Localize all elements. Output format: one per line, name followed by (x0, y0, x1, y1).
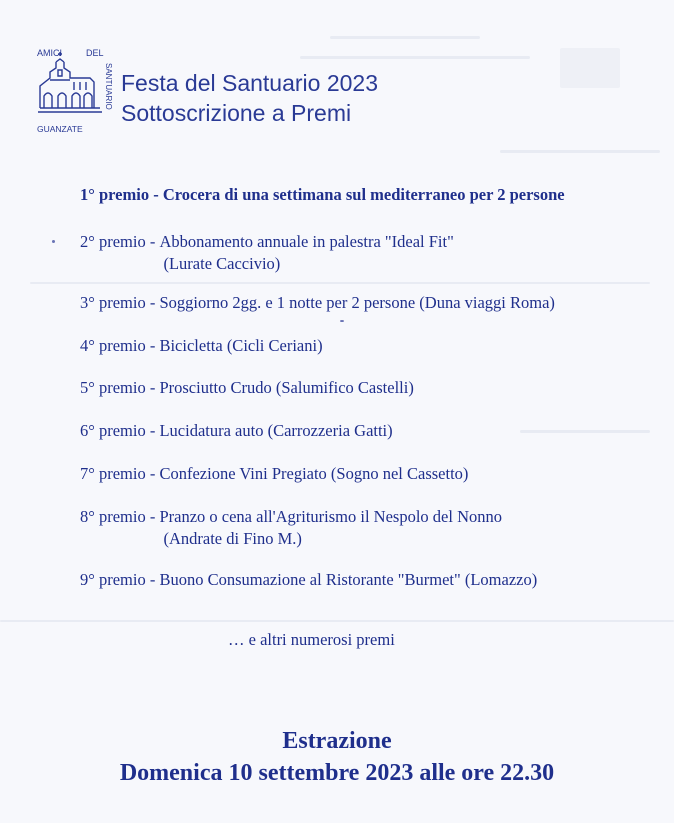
prize-description: Confezione Vini Pregiato (Sogno nel Cassetto) (159, 464, 469, 483)
bleed-through-mark (520, 430, 650, 433)
header (34, 46, 434, 136)
logo-text-santuario: SANTUARIO (104, 63, 113, 110)
draw-heading: Estrazione (282, 728, 392, 754)
logo-text-del: DEL (86, 48, 104, 58)
bleed-through-mark (0, 620, 674, 622)
sanctuary-building-icon (38, 52, 102, 112)
prize-rank: 7° premio (80, 464, 146, 483)
prize-description: Crocera di una settimana sul mediterraneo per 2 persone (162, 185, 565, 204)
bleed-through-mark (330, 36, 480, 39)
prize-rank: 1° premio (80, 185, 150, 204)
page-subtitle: Sottoscrizione a Premi (121, 100, 352, 126)
speck (52, 240, 55, 243)
prize-description: Lucidatura auto (Carrozzeria Gatti) (159, 421, 393, 440)
prize-description: Soggiorno 2gg. e 1 notte per 2 persone (Duna viaggi Roma) (159, 293, 555, 312)
prize-rank: 5° premio (80, 378, 146, 397)
prize-item-2: 2° premio - Abbonamento annuale in palestra "Ideal Fit" (Lurate Caccivio) (80, 232, 454, 273)
sanctuary-logo (34, 46, 116, 136)
page-title: Festa del Santuario 2023 (121, 70, 379, 96)
more-prizes-note: … e altri numerosi premi (228, 630, 395, 649)
logo-text-amici: AMICI (37, 48, 63, 58)
prize-item-5: 5° premio - Prosciutto Crudo (Salumifico Castelli) (80, 378, 414, 397)
prize-sub: (Lurate Caccivio) (163, 254, 281, 273)
bleed-through-mark (560, 48, 620, 88)
prize-description: Pranzo o cena all'Agriturismo il Nespolo del Nonno (159, 507, 502, 526)
prize-rank: 2° premio (80, 232, 146, 251)
prize-description: Buono Consumazione al Ristorante "Burmet" (Lomazzo) (159, 570, 538, 589)
prize-rank: 4° premio (80, 336, 146, 355)
logo-text-guanzate: GUANZATE (37, 124, 83, 134)
prize-item-6: 6° premio - Lucidatura auto (Carrozzeria Gatti) (80, 421, 393, 440)
bleed-through-mark (500, 150, 660, 153)
draw-datetime: Domenica 10 settembre 2023 alle ore 22.30 (119, 760, 555, 786)
bleed-through-mark (30, 282, 650, 284)
prize-rank: 3° premio (80, 293, 146, 312)
prize-rank: 6° premio (80, 421, 146, 440)
prize-sub: (Andrate di Fino M.) (163, 529, 302, 548)
prize-item-9: 9° premio - Buono Consumazione al Ristorante "Burmet" (Lomazzo) (80, 570, 538, 589)
prize-description: Prosciutto Crudo (Salumifico Castelli) (159, 378, 414, 397)
prize-rank: 8° premio (80, 507, 146, 526)
speck (340, 320, 344, 322)
prize-item-8: 8° premio - Pranzo o cena all'Agriturismo il Nespolo del Nonno (Andrate di Fino M.) (80, 507, 502, 548)
prize-description: Bicicletta (Cicli Ceriani) (159, 336, 323, 355)
prize-description: Abbonamento annuale in palestra "Ideal Fit" (159, 232, 454, 251)
title-block (121, 68, 378, 128)
prize-rank: 9° premio (80, 570, 146, 589)
prize-item-7: 7° premio - Confezione Vini Pregiato (Sogno nel Cassetto) (80, 464, 469, 483)
prize-item-4: 4° premio - Bicicletta (Cicli Ceriani) (80, 336, 323, 355)
prize-item-3: 3° premio - Soggiorno 2gg. e 1 notte per 2 persone (Duna viaggi Roma) (80, 293, 555, 312)
prize-item-1: 1° premio - Crocera di una settimana sul mediterraneo per 2 persone (80, 185, 565, 204)
